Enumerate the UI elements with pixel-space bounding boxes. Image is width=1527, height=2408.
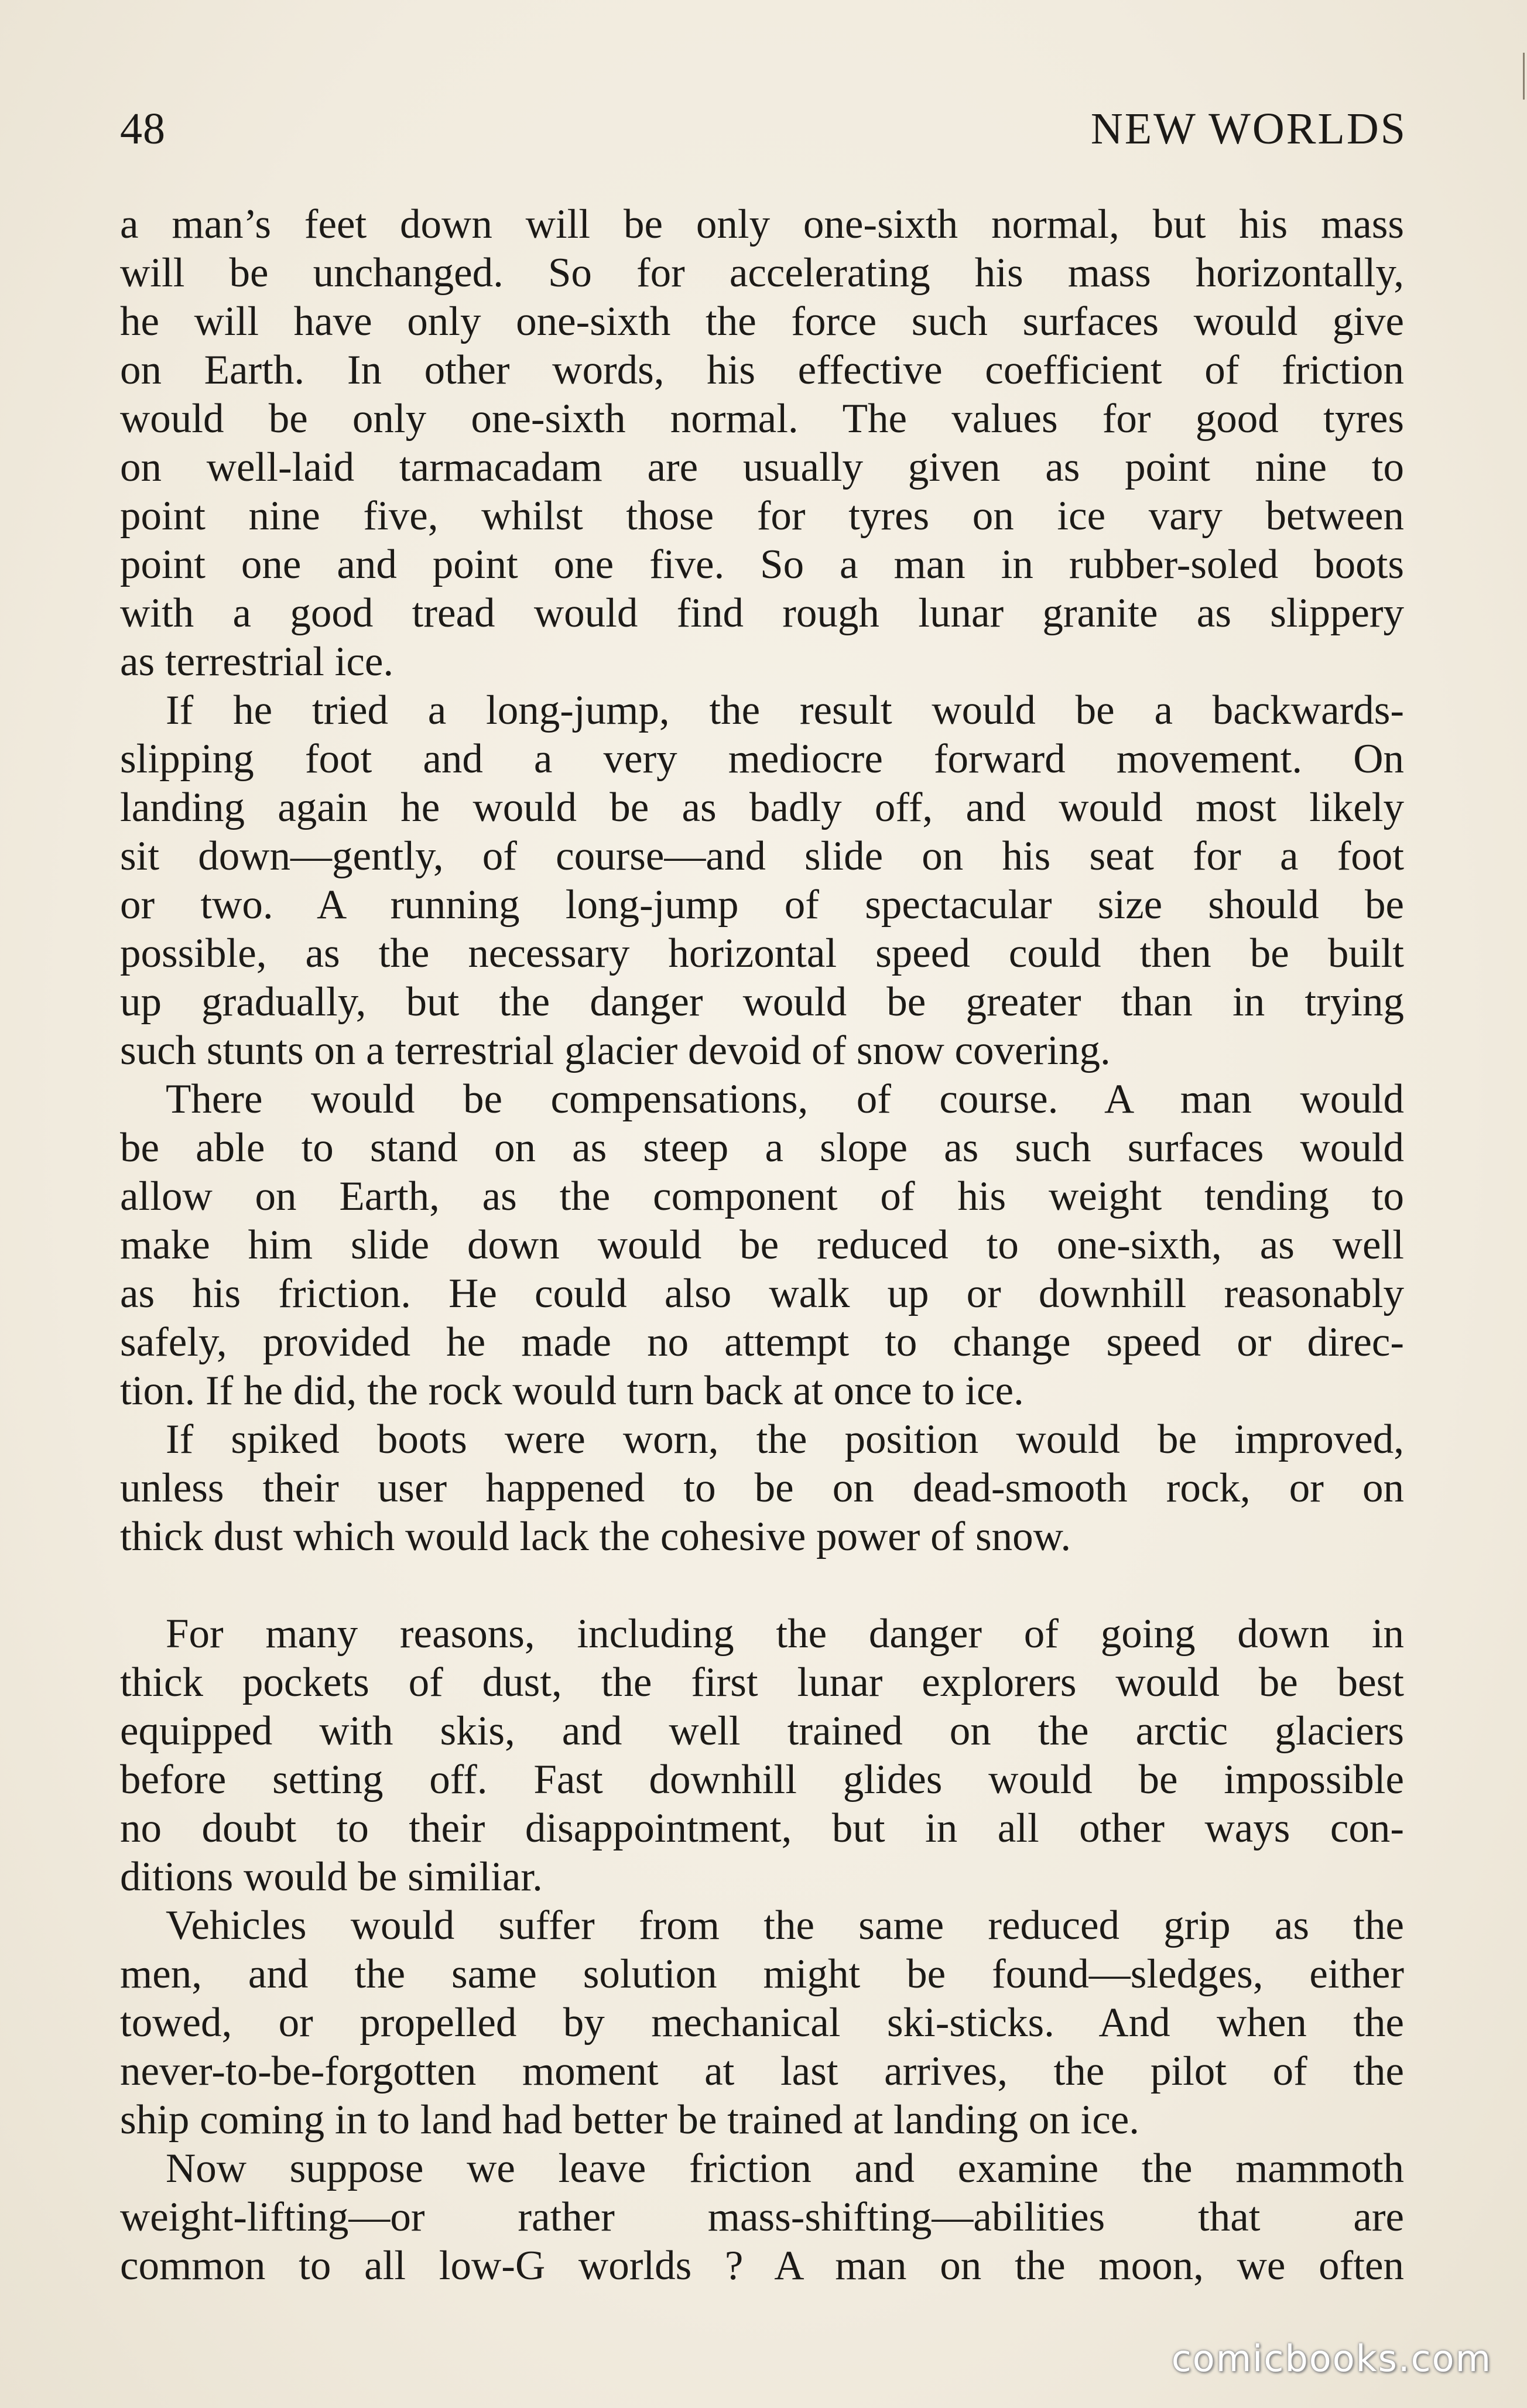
page-header [120, 97, 1407, 161]
text-line: tion. If he did, the rock would turn back at once to ice. [120, 1368, 1024, 1414]
text-line: If spiked boots were worn, the position would be improved, [166, 1417, 1404, 1462]
paragraph-gap [120, 1561, 1404, 1610]
article-body [120, 200, 1404, 2290]
text-line: no doubt to their disappointment, but in all other ways con- [120, 1805, 1404, 1851]
text-line: Now suppose we leave friction and examine the mammoth [166, 2146, 1404, 2191]
text-line: up gradually, but the danger would be greater than in trying [120, 979, 1404, 1025]
page-number: 48 [120, 104, 166, 153]
text-line: or two. A running long-jump of spectacular size should be [120, 882, 1404, 928]
text-line: will be unchanged. So for accelerating his mass horizontally, [120, 250, 1404, 296]
text-line: with a good tread would find rough lunar granite as slippery [120, 590, 1404, 636]
text-line: towed, or propelled by mechanical ski-sticks. And when the [120, 2000, 1404, 2046]
text-line: thick pockets of dust, the first lunar explorers would be best [120, 1660, 1404, 1705]
text-line: equipped with skis, and well trained on the arctic glaciers [120, 1708, 1404, 1754]
text-line: make him slide down would be reduced to one-sixth, as well [120, 1222, 1404, 1268]
text-line: unless their user happened to be on dead-smooth rock, or on [120, 1465, 1404, 1511]
text-line: weight-lifting—or rather mass-shifting—abilities that are [120, 2194, 1404, 2240]
text-line: For many reasons, including the danger of going down in [166, 1611, 1404, 1657]
text-line: be able to stand on as steep a slope as such surfaces would [120, 1125, 1404, 1171]
text-line: as terrestrial ice. [120, 639, 394, 685]
text-line: on Earth. In other words, his effective coefficient of friction [120, 347, 1404, 393]
text-line: would be only one-sixth normal. The values for good tyres [120, 396, 1404, 442]
text-line: point nine five, whilst those for tyres on ice vary between [120, 493, 1404, 539]
text-line: possible, as the necessary horizontal speed could then be built [120, 931, 1404, 976]
text-line: such stunts on a terrestrial glacier devoid of snow covering. [120, 1028, 1111, 1073]
text-line: a man’s feet down will be only one-sixth normal, but his mass [120, 201, 1404, 247]
text-line: safely, provided he made no attempt to change speed or direc- [120, 1319, 1404, 1365]
text-line: There would be compensations, of course. A man would [166, 1076, 1404, 1122]
text-line: men, and the same solution might be found—sledges, either [120, 1951, 1404, 1997]
text-line: slipping foot and a very mediocre forward movement. On [120, 736, 1404, 782]
text-line: If he tried a long-jump, the result would be a backwards- [166, 687, 1404, 733]
text-line: Vehicles would suffer from the same reduced grip as the [166, 1903, 1404, 1948]
text-line: point one and point one five. So a man in rubber-soled boots [120, 542, 1404, 587]
text-line: before setting off. Fast downhill glides would be impossible [120, 1757, 1404, 1802]
text-line: ditions would be similiar. [120, 1854, 543, 1900]
text-line: landing again he would be as badly off, and would most likely [120, 785, 1404, 830]
text-line: he will have only one-sixth the force such surfaces would give [120, 299, 1404, 344]
text-line: common to all low-G worlds ? A man on the moon, we often [120, 2243, 1404, 2289]
text-line: never-to-be-forgotten moment at last arrives, the pilot of the [120, 2048, 1404, 2094]
text-line: on well-laid tarmacadam are usually given as point nine to [120, 444, 1404, 490]
running-head: NEW WORLDS [1090, 104, 1407, 153]
text-line: thick dust which would lack the cohesive power of snow. [120, 1514, 1071, 1559]
text-line: as his friction. He could also walk up or downhill reasonably [120, 1271, 1404, 1316]
page-edge-mark [1523, 53, 1525, 100]
watermark: comicbooks.com [1171, 2337, 1492, 2380]
text-line: sit down—gently, of course—and slide on his seat for a foot [120, 833, 1404, 879]
text-line: ship coming in to land had better be trained at landing on ice. [120, 2097, 1139, 2143]
text-line: allow on Earth, as the component of his weight tending to [120, 1174, 1404, 1219]
